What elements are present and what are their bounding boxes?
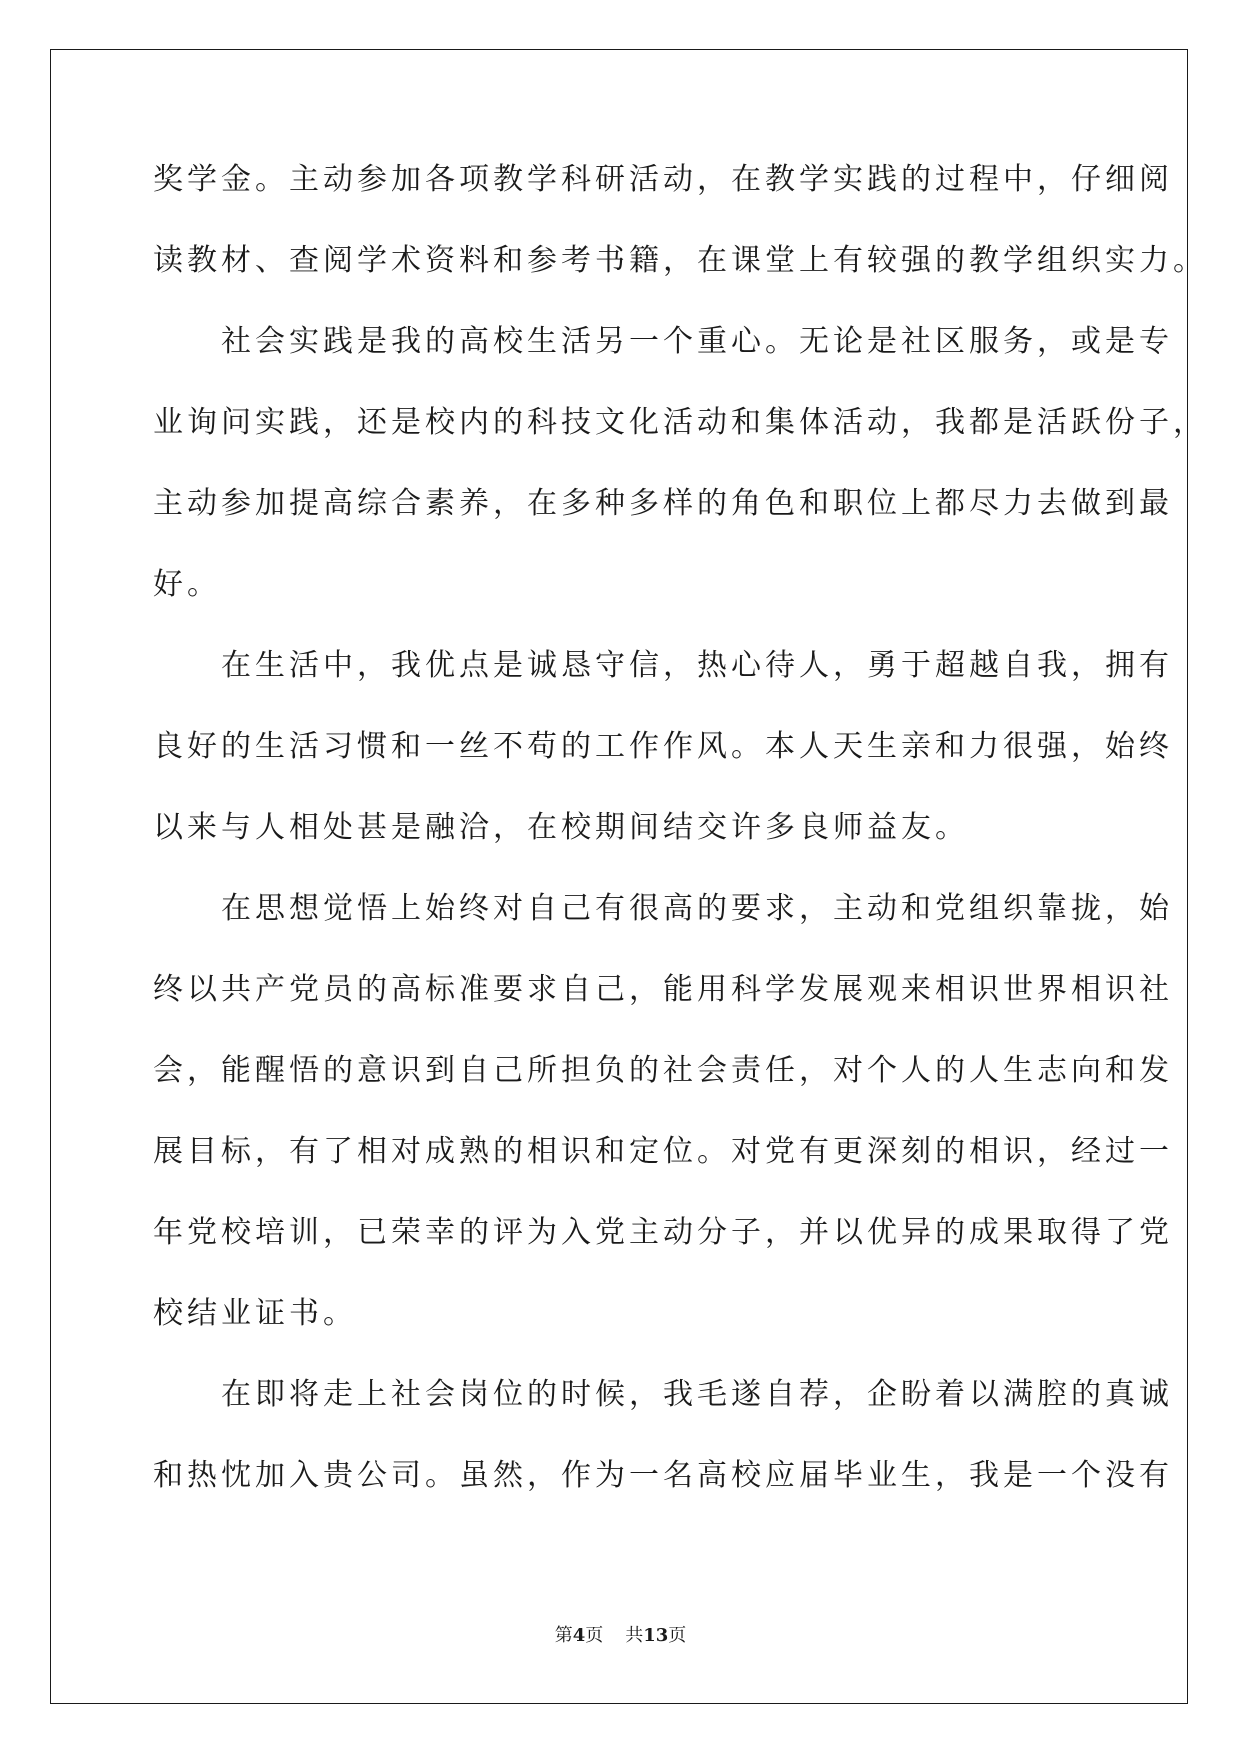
page-prefix: 第 bbox=[554, 1625, 573, 1646]
total-pages: 13 bbox=[643, 1625, 669, 1646]
text-line: 以来与人相处甚是融洽，在校期间结交许多良师益友。 bbox=[153, 810, 969, 845]
text-line: 在生活中，我优点是诚恳守信，热心待人，勇于超越自我，拥有 bbox=[153, 648, 1173, 683]
text-line: 主动参加提高综合素养，在多种多样的角色和职位上都尽力去做到最 bbox=[153, 486, 1173, 521]
text-line: 校结业证书。 bbox=[153, 1296, 357, 1331]
text-line: 会，能醒悟的意识到自己所担负的社会责任，对个人的人生志向和发 bbox=[153, 1053, 1173, 1088]
text-line: 好。 bbox=[153, 567, 221, 602]
text-line: 和热忱加入贵公司。虽然，作为一名高校应届毕业生，我是一个没有 bbox=[153, 1458, 1173, 1493]
text-line: 社会实践是我的高校生活另一个重心。无论是社区服务，或是专 bbox=[153, 324, 1173, 359]
text-line: 在即将走上社会岗位的时候，我毛遂自荐，企盼着以满腔的真诚 bbox=[153, 1377, 1173, 1412]
document-body bbox=[153, 158, 1207, 1535]
text-line: 业询问实践，还是校内的科技文化活动和集体活动，我都是活跃份子， bbox=[153, 405, 1207, 440]
text-line: 展目标，有了相对成熟的相识和定位。对党有更深刻的相识，经过一 bbox=[153, 1134, 1173, 1169]
text-line: 终以共产党员的高标准要求自己，能用科学发展观来相识世界相识社 bbox=[153, 972, 1173, 1007]
page-suffix: 页 bbox=[585, 1625, 604, 1646]
total-suffix: 页 bbox=[668, 1625, 687, 1646]
page-number: 4 bbox=[572, 1625, 586, 1646]
total-prefix: 共 bbox=[625, 1625, 644, 1646]
text-line: 读教材、查阅学术资料和参考书籍，在课堂上有较强的教学组织实力。 bbox=[153, 243, 1207, 278]
text-line: 在思想觉悟上始终对自己有很高的要求，主动和党组织靠拢，始 bbox=[153, 891, 1173, 926]
text-line: 年党校培训，已荣幸的评为入党主动分子，并以优异的成果取得了党 bbox=[153, 1215, 1173, 1250]
text-line: 良好的生活习惯和一丝不苟的工作作风。本人天生亲和力很强，始终 bbox=[153, 729, 1173, 764]
text-line: 奖学金。主动参加各项教学科研活动，在教学实践的过程中，仔细阅 bbox=[153, 162, 1173, 197]
page-footer bbox=[0, 1621, 1241, 1647]
